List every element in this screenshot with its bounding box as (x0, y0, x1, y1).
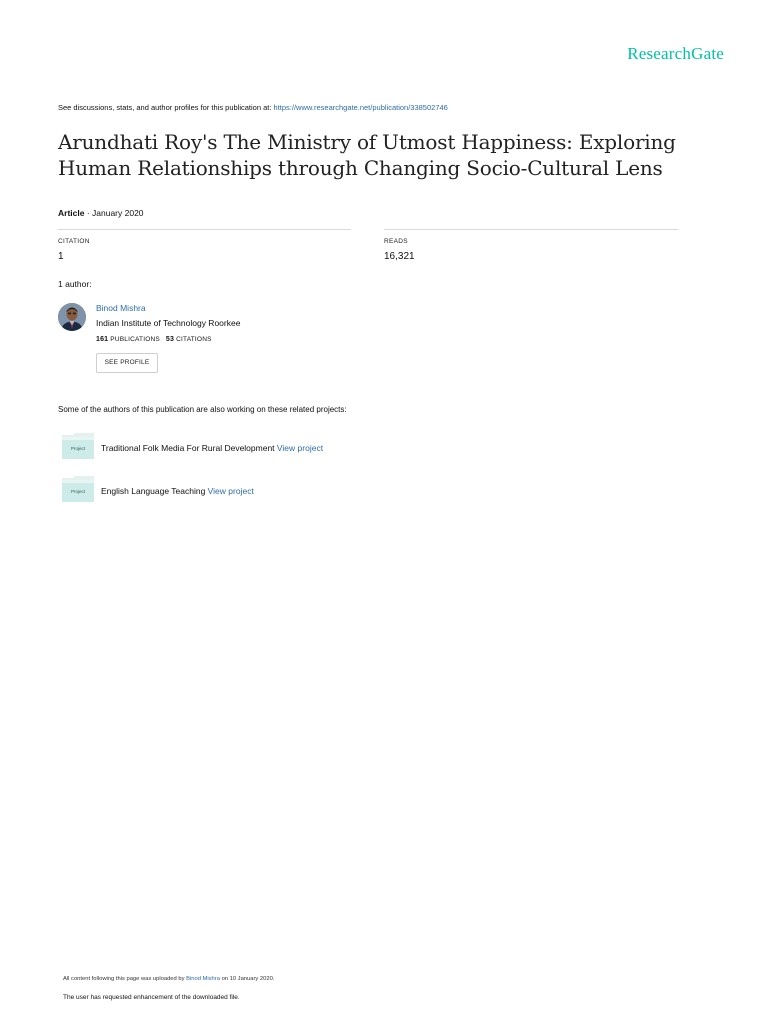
project-folder-icon (62, 433, 94, 459)
view-project-link[interactable]: View project (276, 443, 324, 453)
project-folder-icon (62, 476, 94, 502)
author-avatar[interactable] (58, 303, 86, 331)
enhancement-note: The user has requested enhancement of the downloaded file. (63, 994, 240, 1001)
author-publications-label: PUBLICATIONS (108, 336, 160, 343)
upload-suffix: on 10 January 2020. (219, 976, 275, 982)
upload-prefix: All content following this page was uploaded by (63, 976, 187, 982)
title-line-2: Human Relationships through Changing Socio-Cultural Lens (58, 156, 663, 180)
avatar-photo-icon (58, 303, 86, 331)
view-project-link[interactable]: View project (207, 486, 254, 496)
project-name: Traditional Folk Media For Rural Development (101, 443, 277, 453)
project-icon-label: Project (70, 489, 85, 494)
source-prefix: See discussions, stats, and author profiles for this publication at: (58, 103, 274, 112)
author-citations-label: CITATIONS (174, 336, 212, 343)
divider-right (384, 229, 678, 230)
publication-type: Article (58, 208, 85, 218)
project-icon-label: Project (70, 446, 85, 451)
project-item (101, 486, 254, 496)
author-citations-count: 53 (165, 336, 175, 343)
author-institution: Indian Institute of Technology Roorkee (96, 318, 241, 328)
author-publications-count: 161 (96, 336, 109, 343)
reads-label: READS (384, 238, 408, 245)
publication-meta (58, 208, 144, 218)
publication-date: · January 2020 (84, 208, 144, 218)
project-name: English Language Teaching (101, 486, 208, 496)
author-stats (96, 336, 212, 343)
project-item (101, 443, 323, 453)
publication-url-link[interactable]: https://www.researchgate.net/publication/338502746 (273, 103, 448, 112)
publication-title (58, 129, 738, 181)
publication-source-line (58, 103, 448, 112)
related-projects-header: Some of the authors of this publication are also working on these related projects: (58, 405, 347, 414)
author-name-link[interactable]: Binod Mishra (96, 303, 146, 313)
title-line-1: Arundhati Roy's The Ministry of Utmost Happiness: Exploring (58, 130, 676, 154)
researchgate-logo[interactable]: ResearchGate (627, 44, 724, 63)
reads-count: 16,321 (384, 251, 415, 262)
citation-count: 1 (58, 251, 64, 262)
upload-note (63, 976, 274, 982)
citation-label: CITATION (58, 238, 90, 245)
uploader-link[interactable]: Binod Mishra (186, 976, 220, 982)
divider-left (58, 229, 351, 230)
authors-header: 1 author: (58, 279, 92, 289)
see-profile-button[interactable]: SEE PROFILE (96, 353, 158, 373)
